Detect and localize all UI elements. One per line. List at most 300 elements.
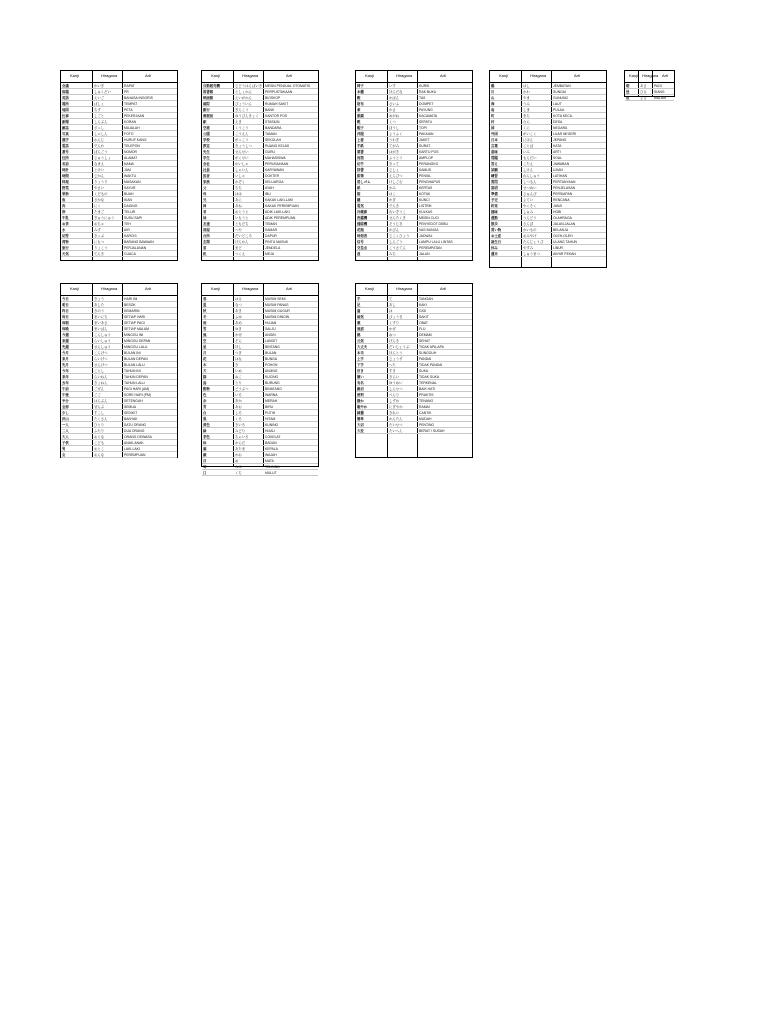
- reading-cell: れんしゅう: [523, 174, 540, 178]
- reading-cell: ようふく: [389, 132, 403, 136]
- meaning-cell: JEMBATAN: [553, 84, 571, 88]
- reading-cell: べんり: [389, 393, 400, 397]
- kanji-cell: 星: [203, 345, 207, 349]
- kanji-cell: 熱: [357, 333, 361, 337]
- meaning-cell: HITAM: [265, 417, 276, 421]
- column-header: Arti: [286, 286, 292, 291]
- reading-cell: どうぶつ: [235, 387, 249, 391]
- kanji-cell: 学生: [203, 156, 210, 160]
- reading-cell: ごぜん: [94, 387, 105, 391]
- kanji-cell: 準備: [491, 192, 498, 196]
- meaning-cell: KERTAS: [419, 186, 433, 190]
- kanji-cell: 牛乳: [62, 216, 69, 220]
- kanji-cell: 休み: [491, 246, 498, 250]
- meaning-cell: SOAL: [553, 156, 563, 160]
- meaning-cell: SUKA: [419, 369, 429, 373]
- reading-cell: かさ: [389, 108, 396, 112]
- meaning-cell: JALAN-JALAN: [553, 222, 576, 226]
- column-header: Kanji: [211, 73, 220, 78]
- meaning-cell: KULKAS: [419, 210, 433, 214]
- kanji-cell: 上手: [357, 357, 364, 361]
- meaning-cell: BULAN LALU: [124, 363, 145, 367]
- reading-cell: かみ: [389, 186, 396, 190]
- kanji-cell: 空: [203, 339, 207, 343]
- column-header: Hiragana: [242, 73, 259, 78]
- kanji-cell: 午前: [62, 387, 69, 391]
- meaning-cell: PERSIAPAN: [553, 192, 573, 196]
- meaning-cell: HURUF KANJI: [124, 138, 147, 142]
- meaning-cell: MERAH: [265, 399, 278, 403]
- meaning-cell: BINTANG: [265, 345, 280, 349]
- kanji-cell: 雑誌: [62, 126, 69, 130]
- reading-cell: くすり: [389, 321, 400, 325]
- meaning-cell: PR: [124, 90, 129, 94]
- meaning-cell: KEPALA: [265, 447, 278, 451]
- kanji-cell: 部屋: [203, 228, 210, 232]
- meaning-cell: GURU: [265, 150, 275, 154]
- meaning-cell: ARTI: [553, 150, 561, 154]
- kanji-cell: 春: [203, 297, 207, 301]
- reading-cell: きいろ: [235, 423, 246, 427]
- reading-cell: こうえん: [235, 132, 249, 136]
- meaning-cell: PEKERJAAN: [124, 114, 145, 118]
- vocab-table-1: [60, 70, 178, 261]
- reading-cell: さかな: [94, 198, 105, 202]
- reading-cell: ゆき: [235, 327, 242, 331]
- reading-cell: たいへん: [389, 429, 403, 433]
- reading-cell: にもつ: [94, 240, 105, 244]
- kanji-cell: 質問: [491, 180, 498, 184]
- kanji-cell: 手: [357, 297, 361, 301]
- reading-cell: おちゃ: [94, 222, 105, 226]
- meaning-cell: JAWABAN: [553, 162, 570, 166]
- reading-cell: おんな: [94, 453, 105, 457]
- meaning-cell: BERAT / SUSAH: [419, 429, 445, 433]
- reading-cell: ことし: [94, 369, 105, 373]
- reading-cell: えいがかん: [235, 96, 252, 100]
- reading-cell: にく: [94, 204, 101, 208]
- column-header: Arti: [286, 73, 292, 78]
- meaning-cell: KORAN: [124, 120, 137, 124]
- vocab-table-8: [355, 283, 473, 458]
- kanji-cell: 卵: [62, 210, 66, 214]
- kanji-cell: 教室: [203, 144, 210, 148]
- kanji-cell: 夜: [626, 96, 630, 100]
- reading-cell: にぎやか: [389, 405, 403, 409]
- reading-cell: かぜ: [235, 333, 242, 337]
- meaning-cell: SURAT: [419, 144, 431, 148]
- kanji-cell: 雨: [203, 321, 207, 325]
- kanji-cell: 公園: [203, 132, 210, 136]
- table-header: [202, 71, 318, 83]
- kanji-cell: 本当: [357, 351, 364, 355]
- meaning-cell: MAHASISWA: [265, 156, 286, 160]
- kanji-cell: 来月: [62, 357, 69, 361]
- reading-cell: みず: [94, 228, 101, 232]
- reading-cell: とり: [235, 381, 242, 385]
- reading-cell: おとな: [94, 435, 105, 439]
- meaning-cell: JANJI: [553, 204, 563, 208]
- kanji-cell: 今日: [62, 297, 69, 301]
- kanji-cell: 水: [62, 228, 66, 232]
- reading-cell: がいこく: [523, 132, 537, 136]
- kanji-cell: 黄色: [203, 423, 210, 427]
- reading-cell: らいげつ: [94, 357, 108, 361]
- kanji-cell: 毎晩: [62, 327, 69, 331]
- meaning-cell: PEREMPATAN: [419, 246, 442, 250]
- kanji-cell: 賑やか: [357, 405, 368, 409]
- kanji-cell: 空港: [203, 126, 210, 130]
- reading-cell: はる: [235, 297, 242, 301]
- reading-cell: きれい: [389, 411, 400, 415]
- reading-cell: じかん: [94, 174, 105, 178]
- kanji-cell: 会社: [203, 162, 210, 166]
- reading-cell: こたえ: [523, 162, 534, 166]
- reading-cell: れいぞうこ: [389, 210, 406, 214]
- kanji-cell: 冬: [203, 315, 207, 319]
- meaning-cell: MINGGU INI: [124, 333, 144, 337]
- reading-cell: きょねん: [94, 381, 108, 385]
- kanji-cell: 鞄: [357, 96, 361, 100]
- kanji-cell: 意味: [491, 150, 498, 154]
- meaning-cell: AIR: [124, 228, 130, 232]
- kanji-cell: 口: [203, 471, 207, 475]
- meaning-cell: NOMOR: [124, 150, 137, 154]
- kanji-cell: 答え: [491, 162, 498, 166]
- meaning-cell: SUNGGUH: [419, 351, 437, 355]
- reading-cell: ひる: [640, 90, 647, 94]
- kanji-cell: 英語: [62, 96, 69, 100]
- kanji-cell: 旅行: [62, 246, 69, 250]
- reading-cell: くうこう: [235, 126, 249, 130]
- kanji-cell: 国: [491, 126, 495, 130]
- reading-cell: つき: [235, 351, 242, 355]
- kanji-cell: 上着: [357, 138, 364, 142]
- reading-cell: ふたり: [94, 429, 105, 433]
- reading-cell: かわ: [523, 90, 530, 94]
- reading-cell: あに: [235, 198, 242, 202]
- kanji-cell: 花: [203, 357, 207, 361]
- kanji-cell: 来年: [62, 375, 69, 379]
- kanji-cell: 町: [491, 114, 495, 118]
- reading-cell: ゆうめい: [389, 381, 403, 385]
- kanji-cell: 綺麗: [357, 411, 364, 415]
- meaning-cell: BIOSKOP: [265, 96, 281, 100]
- kanji-cell: 外国: [491, 132, 498, 136]
- reading-cell: てがみ: [389, 144, 400, 148]
- reading-cell: よてい: [523, 198, 534, 202]
- kanji-cell: 色: [203, 393, 207, 397]
- meaning-cell: PERUSAHAAN: [265, 162, 289, 166]
- meaning-cell: ALAMAT: [124, 156, 138, 160]
- meaning-cell: MUSIM DINGIN: [265, 315, 290, 319]
- kanji-cell: 週末: [491, 252, 498, 256]
- meaning-cell: IBU: [265, 192, 271, 196]
- kanji-cell: 洋服: [357, 132, 364, 136]
- meaning-cell: PAGI: [654, 84, 662, 88]
- meaning-cell: JADWAL: [419, 234, 433, 238]
- meaning-cell: JENDELA: [265, 246, 281, 250]
- reading-cell: さんぽ: [523, 222, 534, 226]
- kanji-cell: 医者: [203, 174, 210, 178]
- meaning-cell: SETIAP HARI: [124, 315, 146, 319]
- kanji-cell: 海: [491, 102, 495, 106]
- column-header: Hiragana: [530, 73, 547, 78]
- meaning-cell: TIDAK SUKA: [419, 375, 440, 379]
- meaning-cell: DEMAM: [419, 333, 432, 337]
- meaning-cell: STASIUN: [265, 120, 280, 124]
- meaning-cell: GIGI: [419, 309, 427, 313]
- meaning-cell: KARTU POS: [419, 150, 439, 154]
- reading-cell: えいご: [94, 96, 105, 100]
- reading-cell: はな: [235, 357, 242, 361]
- table-row: [625, 95, 674, 101]
- kanji-cell: 映画館: [203, 96, 214, 100]
- kanji-cell: 電話: [62, 144, 69, 148]
- reading-cell: あさ: [640, 84, 647, 88]
- kanji-cell: 体: [203, 441, 207, 445]
- reading-cell: もんだい: [523, 156, 537, 160]
- meaning-cell: BAIK HATI: [419, 387, 436, 391]
- meaning-cell: ANJING: [265, 369, 278, 373]
- kanji-cell: 鉛筆: [357, 174, 364, 178]
- kanji-cell: 花瓶: [357, 228, 364, 232]
- kanji-cell: 子供: [62, 441, 69, 445]
- table-header: [202, 284, 318, 296]
- reading-cell: いろ: [235, 393, 242, 397]
- reading-cell: しけん: [523, 168, 534, 172]
- meaning-cell: BADAN: [265, 441, 277, 445]
- kanji-cell: お土産: [491, 234, 502, 238]
- meaning-cell: MESIN CUCI: [419, 216, 439, 220]
- reading-cell: けしごむ: [389, 180, 403, 184]
- meaning-cell: RUANG KELAS: [265, 144, 290, 148]
- meaning-cell: MAJALAH: [124, 126, 140, 130]
- meaning-cell: KELUARGA: [265, 180, 284, 184]
- kanji-cell: 耳: [203, 465, 207, 469]
- meaning-cell: PAKAIAN: [419, 132, 434, 136]
- meaning-cell: JAKET: [419, 138, 430, 142]
- meaning-cell: WARNA: [265, 393, 278, 397]
- reading-cell: へた: [389, 363, 396, 367]
- kanji-cell: 下手: [357, 363, 364, 367]
- meaning-cell: KOTA KECIL: [553, 114, 573, 118]
- meaning-cell: SEDIKIT: [124, 411, 138, 415]
- table-row: [490, 251, 606, 257]
- meaning-cell: WAJAH: [265, 453, 277, 457]
- meaning-cell: TELINGA: [265, 465, 280, 469]
- kanji-cell: 紙: [357, 186, 361, 190]
- reading-cell: うわぎ: [389, 138, 400, 142]
- kanji-cell: 静か: [357, 399, 364, 403]
- meaning-cell: IKAN: [124, 198, 132, 202]
- kanji-cell: 宿題: [62, 90, 69, 94]
- kanji-cell: 仕事: [62, 114, 69, 118]
- meaning-cell: SETIAP PAGI: [124, 321, 145, 325]
- meaning-cell: ADIK LAKI-LAKI: [265, 210, 290, 214]
- reading-cell: ちち: [235, 186, 242, 190]
- reading-cell: げんかん: [235, 240, 249, 244]
- kanji-cell: 財布: [357, 102, 364, 106]
- reading-cell: ねこ: [235, 375, 242, 379]
- reading-cell: しんせつ: [389, 387, 403, 391]
- reading-cell: じこくひょう: [389, 234, 410, 238]
- kanji-cell: 去年: [62, 381, 69, 385]
- meaning-cell: KAKAK PEREMPUAN: [265, 204, 299, 208]
- meaning-cell: HUJAN: [265, 321, 277, 325]
- kanji-cell: 嫌い: [357, 375, 364, 379]
- reading-cell: いしゃ: [235, 174, 246, 178]
- kanji-cell: 歯: [357, 309, 361, 313]
- meaning-cell: TAHUN LALU: [124, 381, 145, 385]
- reading-cell: ことば: [523, 144, 534, 148]
- reading-cell: まいにち: [94, 315, 108, 319]
- column-header: Kanji: [499, 73, 508, 78]
- kanji-cell: 橋: [491, 84, 495, 88]
- reading-cell: はんぶん: [94, 399, 108, 403]
- table-row: [356, 251, 472, 257]
- kanji-cell: 茶色: [203, 435, 210, 439]
- reading-cell: かぎ: [389, 198, 396, 202]
- meaning-cell: SUNGAI: [553, 90, 566, 94]
- table-header: [61, 284, 177, 296]
- column-header: Hiragana: [396, 73, 413, 78]
- reading-cell: あし: [389, 303, 396, 307]
- meaning-cell: ORANG DEWASA: [124, 435, 152, 439]
- kanji-cell: 弟: [203, 210, 207, 214]
- reading-cell: がくせい: [235, 156, 249, 160]
- kanji-cell: 傘: [357, 108, 361, 112]
- meaning-cell: MALAM: [654, 96, 667, 100]
- vocab-table-5: [624, 70, 675, 100]
- reading-cell: たいせつ: [389, 423, 403, 427]
- meaning-cell: KARCIS: [124, 234, 137, 238]
- meaning-cell: BESOK: [124, 303, 136, 307]
- meaning-cell: DESA: [553, 120, 563, 124]
- meaning-cell: MASAKAN: [124, 180, 141, 184]
- reading-cell: ぼうし: [389, 126, 400, 130]
- kanji-cell: 目: [203, 459, 207, 463]
- reading-cell: でんわ: [94, 144, 105, 148]
- table-header: [490, 71, 606, 83]
- column-header: Kanji: [365, 73, 374, 78]
- reading-cell: じょうず: [389, 357, 403, 361]
- reading-cell: でんき: [389, 204, 400, 208]
- meaning-cell: TEMPAT: [124, 102, 138, 106]
- meaning-cell: SETENGAH: [124, 399, 143, 403]
- table-header: [625, 71, 674, 83]
- kanji-cell: 兄: [203, 198, 207, 202]
- reading-cell: しゅみ: [523, 210, 534, 214]
- reading-cell: しごと: [94, 114, 105, 118]
- kanji-cell: 全部: [62, 405, 69, 409]
- kanji-cell: 妹: [203, 216, 207, 220]
- column-header: Arti: [145, 73, 151, 78]
- meaning-cell: BUAH: [124, 192, 134, 196]
- kanji-cell: 誕生日: [491, 240, 502, 244]
- reading-cell: いす: [389, 84, 396, 88]
- kanji-cell: 簡単: [357, 417, 364, 421]
- meaning-cell: MUDAH: [419, 417, 432, 421]
- reading-cell: おとこ: [94, 447, 105, 451]
- reading-cell: まち: [523, 114, 530, 118]
- kanji-cell: 掃除機: [357, 222, 368, 226]
- reading-cell: なまえ: [94, 162, 105, 166]
- meaning-cell: WAKTU: [124, 174, 137, 178]
- meaning-cell: COKELAT: [265, 435, 281, 439]
- reading-cell: こども: [94, 441, 105, 445]
- meaning-cell: LISTRIK: [419, 204, 432, 208]
- kanji-cell: 病院: [203, 102, 210, 106]
- meaning-cell: AMPLOP: [419, 156, 434, 160]
- reading-cell: いぬ: [235, 369, 242, 373]
- reading-cell: じゅんび: [523, 192, 537, 196]
- reading-cell: むら: [523, 120, 530, 124]
- meaning-cell: RUMAH SAKIT: [265, 102, 289, 106]
- kanji-cell: 天気: [62, 252, 69, 256]
- meaning-cell: BUNGA: [265, 357, 278, 361]
- reading-cell: からだ: [235, 441, 246, 445]
- reading-cell: そら: [235, 339, 242, 343]
- kanji-cell: 大丈夫: [357, 345, 368, 349]
- kanji-cell: 母: [203, 192, 207, 196]
- kanji-cell: 男: [62, 447, 66, 451]
- meaning-cell: KACAMATA: [419, 114, 438, 118]
- kanji-cell: 机: [203, 252, 207, 256]
- column-header: Arti: [145, 286, 151, 291]
- kanji-cell: 姉: [203, 204, 207, 208]
- table-row: [202, 470, 318, 476]
- reading-cell: こんげつ: [94, 351, 108, 355]
- reading-cell: なつ: [235, 303, 242, 307]
- meaning-cell: AYAH: [265, 186, 274, 190]
- reading-cell: かぞく: [235, 180, 246, 184]
- meaning-cell: PETA: [124, 108, 133, 112]
- column-header: Kanji: [629, 73, 638, 78]
- meaning-cell: MUSIM SEMI: [265, 297, 286, 301]
- kanji-cell: 帽子: [357, 126, 364, 130]
- reading-cell: ぎんこう: [235, 108, 249, 112]
- kanji-cell: 今月: [62, 351, 69, 355]
- column-header: Hiragana: [101, 73, 118, 78]
- kanji-cell: 夏: [203, 303, 207, 307]
- kanji-cell: 半分: [62, 399, 69, 403]
- reading-cell: せんたくき: [389, 216, 406, 220]
- reading-cell: ぎゅうにゅう: [94, 216, 115, 220]
- reading-cell: やま: [523, 96, 530, 100]
- kanji-cell: 辞書: [357, 168, 364, 172]
- reading-cell: き: [235, 363, 239, 367]
- reading-cell: あたま: [235, 447, 246, 451]
- kanji-cell: 番号: [62, 150, 69, 154]
- meaning-cell: TEMAN: [265, 222, 277, 226]
- column-header: Hiragana: [396, 286, 413, 291]
- reading-cell: かいもの: [523, 228, 537, 232]
- reading-cell: にほん: [523, 138, 534, 142]
- meaning-cell: LATIHAN: [553, 174, 568, 178]
- meaning-cell: DAGING: [124, 204, 138, 208]
- reading-cell: ともだち: [235, 222, 249, 226]
- kanji-cell: 説明: [491, 186, 498, 190]
- meaning-cell: LAMPU LALU LINTAS: [419, 240, 453, 244]
- reading-cell: かいしゃ: [235, 162, 249, 166]
- kanji-cell: 先生: [203, 150, 210, 154]
- kanji-cell: 写真: [62, 132, 69, 136]
- meaning-cell: KUCING: [265, 375, 279, 379]
- reading-cell: ひとり: [94, 423, 105, 427]
- reading-cell: としょかん: [235, 90, 252, 94]
- kanji-cell: 月: [203, 351, 207, 355]
